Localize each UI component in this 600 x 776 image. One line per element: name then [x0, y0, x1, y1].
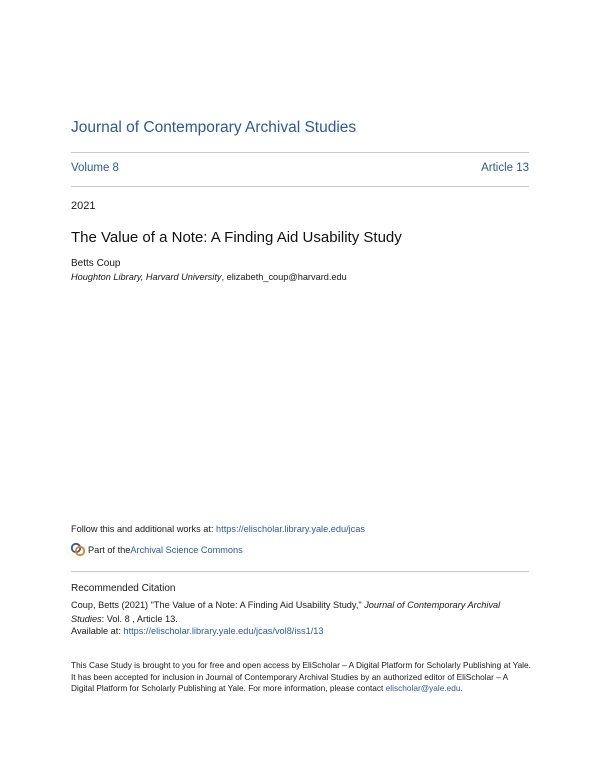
citation-journal: Journal of Contemporary Archival Studies	[71, 600, 501, 624]
follow-link[interactable]: https://elischolar.library.yale.edu/jcas	[216, 524, 365, 534]
access-statement-end: .	[460, 683, 463, 693]
journal-title-link[interactable]: Journal of Contemporary Archival Studies	[71, 119, 357, 136]
archival-science-commons-link[interactable]: Archival Science Commons	[130, 544, 243, 555]
follow-line	[71, 524, 365, 534]
network-commons-icon	[71, 543, 85, 556]
access-statement-text: This Case Study is brought to you for free and open access by EliScholar – A Digital Platform for Scholarly Publishing at Yale. It has been accepted for inclusion in Journal of Contemporary Archival Studies by an authorized editor of EliScholar – A Digital Platform for Scholarly Publishing at Yale. For more information, please contact	[71, 660, 531, 693]
paper-title: The Value of a Note: A Finding Aid Usability Study	[71, 229, 402, 246]
part-of-line	[71, 543, 243, 556]
part-of-prefix: Part of the	[88, 544, 131, 555]
article-link[interactable]: Article 13	[481, 162, 529, 174]
author-affiliation: Houghton Library, Harvard University, elizabeth_coup@harvard.edu	[71, 272, 347, 282]
citation-divider	[71, 571, 529, 572]
contact-email-link[interactable]: elischolar@yale.edu	[385, 683, 461, 693]
affiliation-institution: Houghton Library, Harvard University	[71, 272, 222, 282]
citation-url-link[interactable]: https://elischolar.library.yale.edu/jcas/vol8/iss1/13	[123, 626, 324, 636]
available-label: Available at:	[71, 626, 124, 636]
author-name: Betts Coup	[71, 258, 121, 269]
publication-year: 2021	[71, 200, 96, 212]
author-email: elizabeth_coup@harvard.edu	[226, 272, 347, 282]
follow-text: Follow this and additional works at:	[71, 524, 217, 534]
citation-tail: : Vol. 8 , Article 13.	[101, 614, 178, 624]
header-divider-bottom	[71, 186, 529, 187]
citation-heading: Recommended Citation	[71, 583, 176, 594]
access-statement	[71, 660, 531, 695]
citation-availability	[71, 626, 323, 636]
volume-link[interactable]: Volume 8	[71, 162, 119, 174]
header-divider-top	[71, 152, 529, 153]
citation-lead: Coup, Betts (2021) "The Value of a Note: A Finding Aid Usability Study,"	[71, 600, 365, 610]
citation-text	[71, 598, 529, 626]
